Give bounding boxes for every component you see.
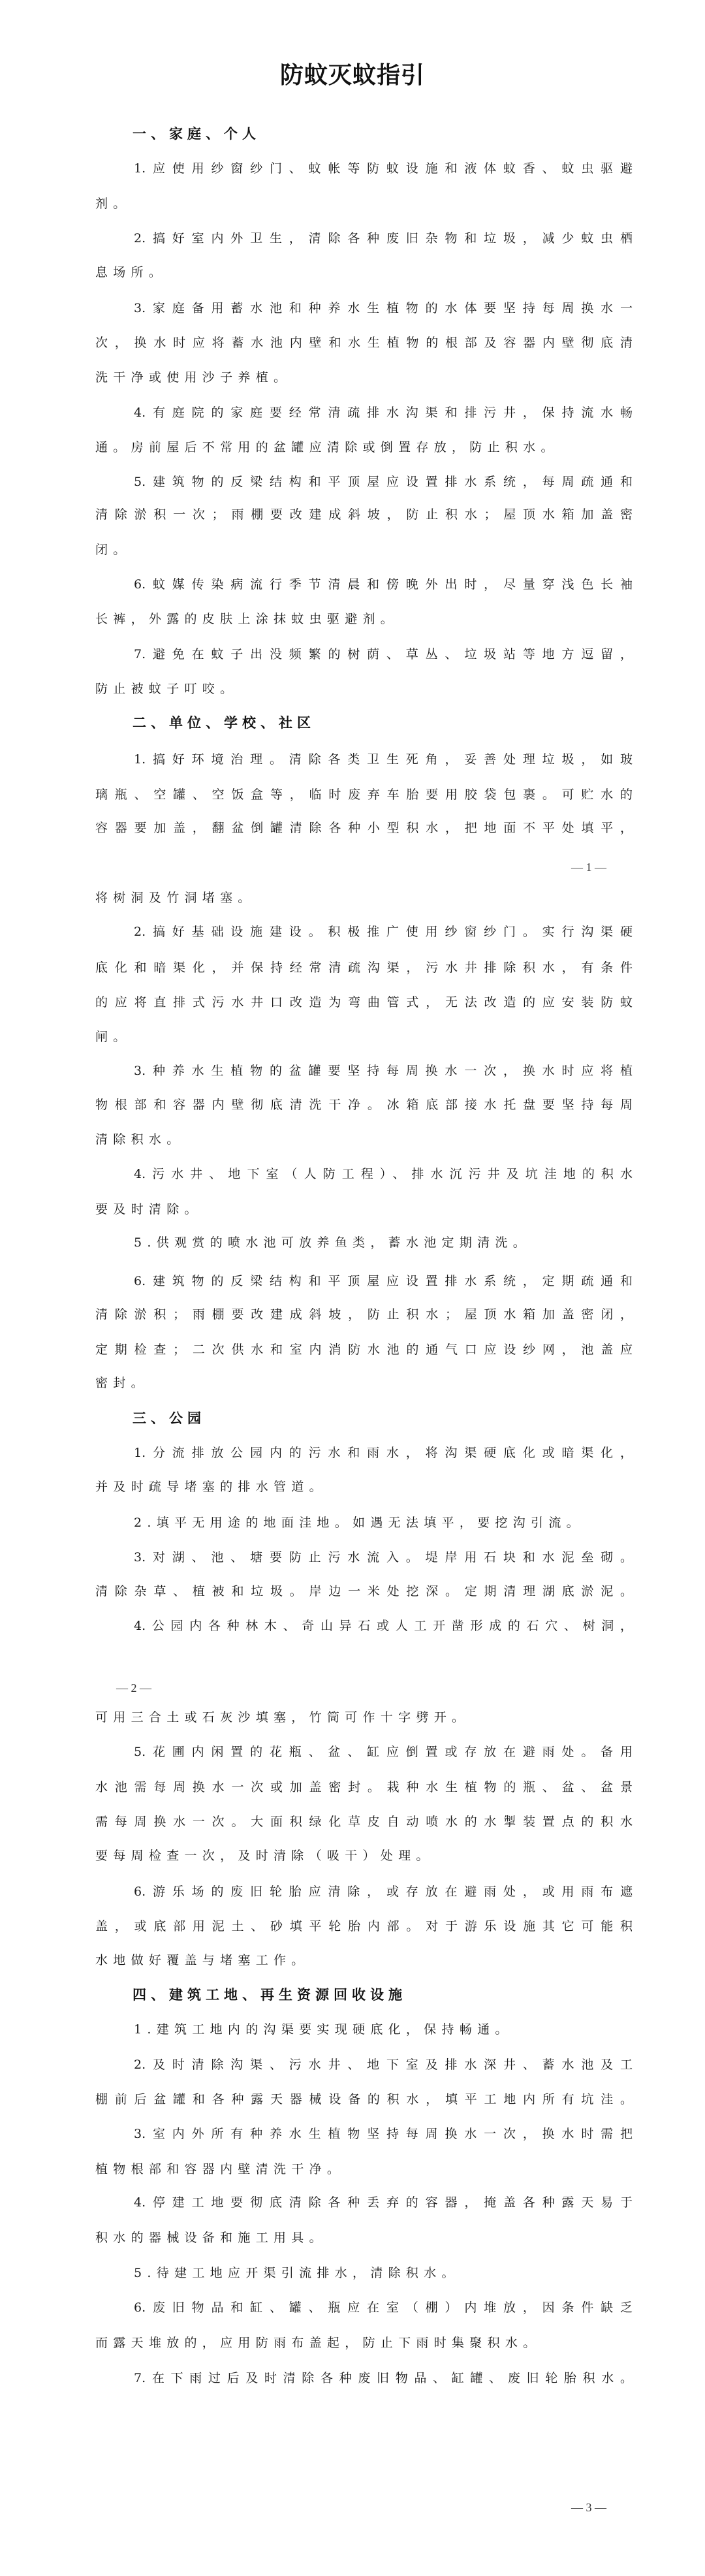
paragraph-line: 棚前后盆罐和各种露天器械设备的积水，填平工地内所有坑洼。 xyxy=(95,2092,633,2107)
paragraph-line: 6.蚊媒传染病流行季节清晨和傍晚外出时，尽量穿浅色长袖 xyxy=(134,577,633,592)
paragraph-line: 6.游乐场的废旧轮胎应清除，或存放在避雨处，或用雨布遮 xyxy=(134,1884,633,1899)
paragraph-line: 2.搞好基础设施建设。积极推广使用纱窗纱门。实行沟渠硬 xyxy=(134,925,633,939)
paragraph-line: 4.公园内各种林木、奇山异石或人工开凿形成的石穴、树洞， xyxy=(134,1619,633,1633)
document-title: 防蚊灭蚊指引 xyxy=(279,61,425,89)
paragraph-line: 清除积水。 xyxy=(95,1132,185,1147)
paragraph-line: 密封。 xyxy=(95,1376,149,1390)
paragraph-line: 5.待建工地应开渠引流排水，清除积水。 xyxy=(134,2266,460,2280)
paragraph-line: 5.花圃内闲置的花瓶、盆、缸应倒置或存放在避雨处。备用 xyxy=(134,1745,633,1759)
paragraph-line: 水池需每周换水一次或加盖密封。栽种水生植物的瓶、盆、盆景 xyxy=(95,1780,633,1794)
section-heading-4: 四、建筑工地、再生资源回收设施 xyxy=(133,1987,407,2003)
paragraph-line: 闸。 xyxy=(95,1030,131,1044)
paragraph-line: 次，换水时应将蓄水池内壁和水生植物的根部及容器内壁彻底清 xyxy=(95,336,633,350)
section-heading-1: 一、家庭、个人 xyxy=(133,126,260,142)
paragraph-line: 1.搞好环境治理。清除各类卫生死角，妥善处理垃圾，如玻 xyxy=(134,752,633,767)
page-number-2: — 2 — xyxy=(116,1681,151,1694)
paragraph-line: 息场所。 xyxy=(95,265,167,279)
paragraph-line: 容器要加盖，翻盆倒罐清除各种小型积水，把地面不平处填平， xyxy=(95,821,633,835)
paragraph-line: 1.分流排放公园内的污水和雨水，将沟渠硬底化或暗渠化， xyxy=(134,1446,633,1460)
section-heading-3: 三、公园 xyxy=(133,1410,206,1426)
paragraph-line: 7.避免在蚊子出没频繁的树荫、草丛、垃圾站等地方逗留， xyxy=(134,647,633,661)
paragraph-line: 清除淤积一次；雨棚要改建成斜坡，防止积水；屋顶水箱加盖密 xyxy=(95,507,633,522)
paragraph-line: 2.填平无用途的地面洼地。如遇无法填平，要挖沟引流。 xyxy=(134,1516,584,1530)
paragraph-line: 积水的器械设备和施工用具。 xyxy=(95,2231,327,2245)
paragraph-line: 5.建筑物的反梁结构和平顶屋应设置排水系统，每周疏通和 xyxy=(134,475,633,489)
paragraph-line: 6.建筑物的反梁结构和平顶屋应设置排水系统，定期疏通和 xyxy=(134,1274,633,1288)
page-number-1: — 1 — xyxy=(571,861,606,874)
paragraph-line: 盖，或底部用泥土、砂填平轮胎内部。对于游乐设施其它可能积 xyxy=(95,1919,633,1933)
paragraph-line: 1.建筑工地内的沟渠要实现硬底化，保持畅通。 xyxy=(134,2022,513,2037)
paragraph-line: 璃瓶、空罐、空饭盒等，临时废弃车胎要用胶袋包裹。可贮水的 xyxy=(95,787,633,802)
paragraph-line: 可用三合土或石灰沙填塞，竹筒可作十字劈开。 xyxy=(95,1710,470,1725)
paragraph-line: 3.种养水生植物的盆罐要坚持每周换水一次，换水时应将植 xyxy=(134,1064,633,1078)
paragraph-line: 长裤，外露的皮肤上涂抹蚊虫驱避剂。 xyxy=(95,612,399,626)
paragraph-line: 而露天堆放的，应用防雨布盖起，防止下雨时集聚积水。 xyxy=(95,2336,541,2350)
paragraph-line: 2.搞好室内外卫生，清除各种废旧杂物和垃圾，减少蚊虫栖 xyxy=(134,231,633,246)
paragraph-line: 3.对湖、池、塘要防止污水流入。堤岸用石块和水泥垒砌。 xyxy=(134,1550,633,1565)
paragraph-line: 6.废旧物品和缸、罐、瓶应在室（棚）内堆放，因条件缺乏 xyxy=(134,2300,633,2315)
paragraph-line: 洗干净或使用沙子养植。 xyxy=(95,370,292,385)
paragraph-line: 需每周换水一次。大面积绿化草皮自动喷水的水掣装置点的积水 xyxy=(95,1815,633,1829)
paragraph-line: 清除淤积；雨棚要改建成斜坡，防止积水；屋顶水箱加盖密闭， xyxy=(95,1307,633,1322)
paragraph-line: 4.有庭院的家庭要经常清疏排水沟渠和排污井，保持流水畅 xyxy=(134,405,633,420)
paragraph-line: 要每周检查一次，及时清除（吸干）处理。 xyxy=(95,1849,434,1863)
paragraph-line: 通。房前屋后不常用的盆罐应清除或倒置存放，防止积水。 xyxy=(95,440,559,454)
page-number-3: — 3 — xyxy=(571,2501,606,2514)
paragraph-line: 防止被蚊子叮咬。 xyxy=(95,682,238,696)
section-heading-2: 二、单位、学校、社区 xyxy=(133,715,315,731)
paragraph-line: 底化和暗渠化，并保持经常清疏沟渠，污水井排除积水，有条件 xyxy=(95,961,633,975)
paragraph-line: 定期检查；二次供水和室内消防水池的通气口应设纱网，池盖应 xyxy=(95,1343,633,1357)
paragraph-line: 物根部和容器内壁彻底清洗干净。冰箱底部接水托盘要坚持每周 xyxy=(95,1098,633,1112)
paragraph-line: 2.及时清除沟渠、污水井、地下室及排水深井、蓄水池及工 xyxy=(134,2058,633,2072)
paragraph-line: 闭。 xyxy=(95,543,131,557)
paragraph-line: 4.停建工地要彻底清除各种丢弃的容器，掩盖各种露天易于 xyxy=(134,2195,633,2210)
paragraph-line: 1.应使用纱窗纱门、蚊帐等防蚊设施和液体蚊香、蚊虫驱避 xyxy=(134,161,633,176)
paragraph-line: 植物根部和容器内壁清洗干净。 xyxy=(95,2162,345,2176)
paragraph-line: 水地做好覆盖与堵塞工作。 xyxy=(95,1953,309,1967)
paragraph-line: 剂。 xyxy=(95,197,131,211)
paragraph-line: 并及时疏导堵塞的排水管道。 xyxy=(95,1480,327,1494)
paragraph-line: 3.家庭备用蓄水池和种养水生植物的水体要坚持每周换水一 xyxy=(134,301,633,315)
paragraph-line: 要及时清除。 xyxy=(95,1202,202,1216)
paragraph-line: 7.在下雨过后及时清除各种废旧物品、缸罐、废旧轮胎积水。 xyxy=(134,2371,633,2385)
paragraph-line: 5.供观赏的喷水池可放养鱼类，蓄水池定期清洗。 xyxy=(134,1235,531,1250)
paragraph-line: 的应将直排式污水井口改造为弯曲管式，无法改造的应安装防蚊 xyxy=(95,995,633,1010)
paragraph-line: 3.室内外所有种养水生植物坚持每周换水一次，换水时需把 xyxy=(134,2127,633,2141)
paragraph-line: 清除杂草、植被和垃圾。岸边一米处挖深。定期清理湖底淤泥。 xyxy=(95,1584,633,1598)
paragraph-line: 4.污水井、地下室（人防工程）、排水沉污井及坑洼地的积水 xyxy=(134,1167,633,1181)
paragraph-line: 将树洞及竹洞堵塞。 xyxy=(95,891,256,905)
